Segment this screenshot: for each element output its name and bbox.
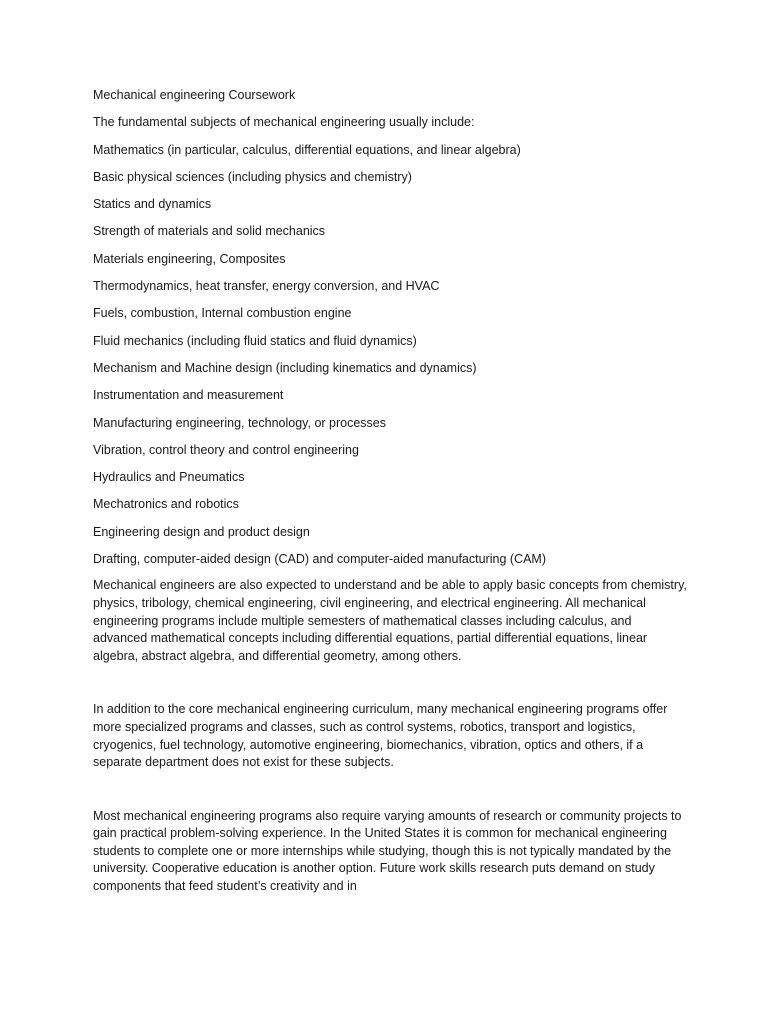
subject-item: Fuels, combustion, Internal combustion engine (93, 306, 352, 321)
subject-item: Vibration, control theory and control engineering (93, 442, 359, 457)
document-title: Mechanical engineering Coursework (93, 88, 296, 102)
subject-item: Engineering design and product design (93, 524, 310, 539)
subject-item: Materials engineering, Composites (93, 251, 286, 266)
subject-item: Basic physical sciences (including physics and chemistry) (93, 169, 412, 184)
subject-item: Mechatronics and robotics (93, 497, 239, 512)
document-page (93, 86, 693, 896)
subject-item: Statics and dynamics (93, 197, 212, 212)
subject-item: Thermodynamics, heat transfer, energy conversion, and HVAC (93, 279, 440, 294)
subject-item: Manufacturing engineering, technology, or processes (93, 415, 386, 430)
paragraph-research: Most mechanical engineering programs also require varying amounts of research or community projects to gain practical problem-solving experience. In the United States it is common for mechanical engineering students to complete one or more internships while studying, though this is not typically mandated by the university. Cooperative education is another option. Future work skills research puts demand on study components that feed student’s creativity and in (93, 808, 682, 894)
subject-item: Instrumentation and measurement (93, 388, 284, 403)
subject-item: Drafting, computer-aided design (CAD) and computer-aided manufacturing (CAM) (93, 552, 546, 567)
subject-item: Strength of materials and solid mechanics (93, 224, 326, 239)
subject-item: Mechanism and Machine design (including kinematics and dynamics) (93, 360, 477, 375)
intro-line: The fundamental subjects of mechanical engineering usually include: (93, 115, 475, 130)
subject-list (93, 141, 693, 568)
subject-item: Fluid mechanics (including fluid statics and fluid dynamics) (93, 333, 417, 348)
subject-item: Mathematics (in particular, calculus, differential equations, and linear algebra) (93, 142, 521, 157)
subject-item: Hydraulics and Pneumatics (93, 470, 245, 485)
paragraph-specialized: In addition to the core mechanical engineering curriculum, many mechanical engineering programs offer more specialized programs and classes, such as control systems, robotics, transport and logistics, cryogenics, fuel technology, automotive engineering, biomechanics, vibration, optics and others, if a separate department does not exist for these subjects. (93, 702, 668, 770)
paragraph-concepts: Mechanical engineers are also expected to understand and be able to apply basic concepts from chemistry, physics, tribology, chemical engineering, civil engineering, and electrical engineering. All mechanical engineering programs include multiple semesters of mathematical classes including calculus, and advanced mathematical concepts including differential equations, partial differential equations, linear algebra, abstract algebra, and differential geometry, among others. (93, 578, 687, 663)
